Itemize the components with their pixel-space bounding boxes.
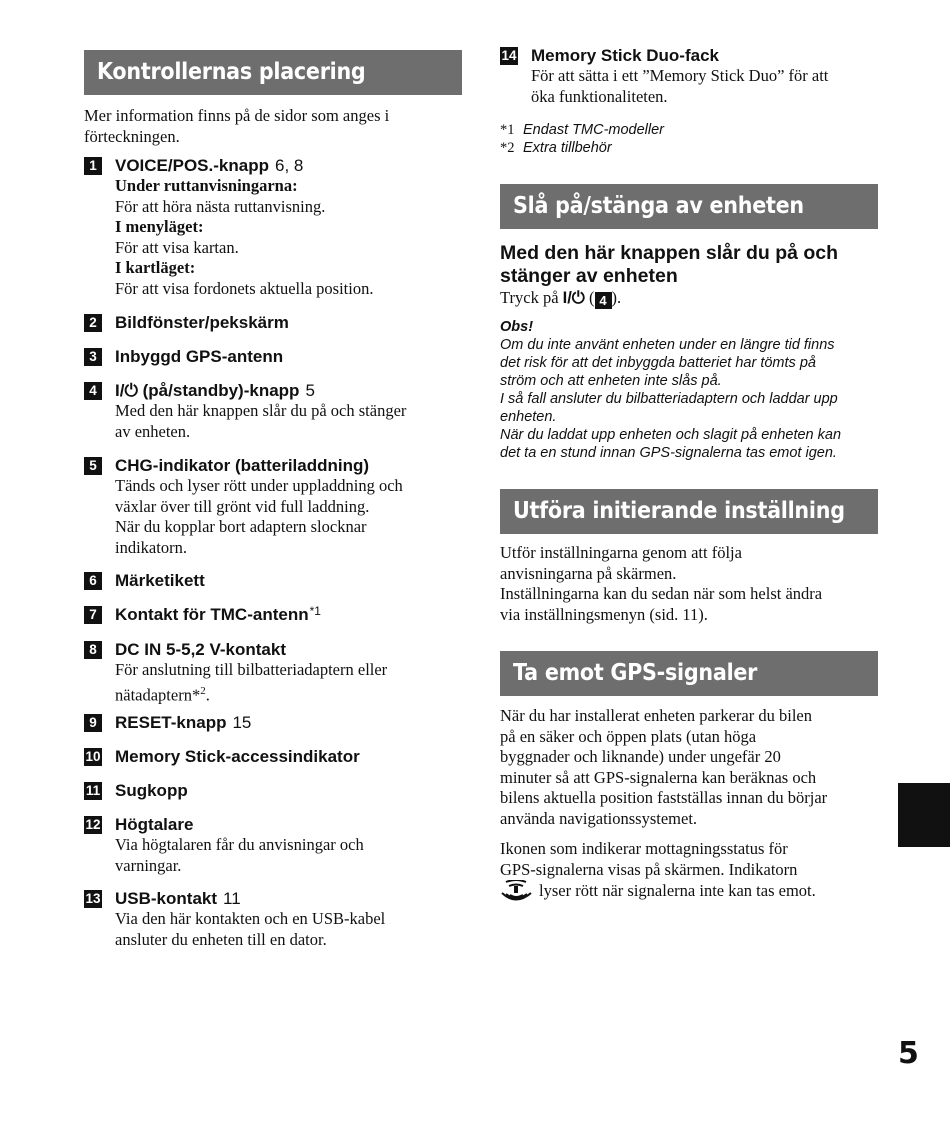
section-banner-init: Utföra initierande inställning: [500, 489, 878, 534]
button-ref-badge: 4: [595, 292, 612, 309]
intro-text: Mer information finns på de sidor som anges i förteckningen.: [84, 106, 390, 146]
list-item: 5 CHG-indikator (batteriladdning) Tänds och lyser rött under uppladdning och växlar över till grönt vid full laddning. När du kopplar bort adaptern slocknar indikatorn.: [84, 455, 462, 558]
init-text: Utför inställningarna genom att följa anvisningarna på skärmen. Inställningarna kan du sedan när som helst ändra via inställningsmenyn (sid. 11).: [500, 543, 823, 624]
list-item: 2 Bildfönster/pekskärm: [84, 312, 462, 333]
list-item: 1 VOICE/POS.-knapp 6, 8 Under ruttanvisningarna: För att höra nästa ruttanvisning. I menyläget: För att visa kartan. I kartläget: För att visa fordonets aktuella position.: [84, 155, 462, 299]
section-banner-power: Slå på/stänga av enheten: [500, 184, 878, 229]
list-item: 7 Kontakt för TMC-antenn$^{*1}$: [84, 604, 462, 627]
gps-signal-icon: [500, 880, 533, 902]
list-item: 12 Högtalare Via högtalaren får du anvisningar och varningar.: [85, 815, 364, 875]
list-item: 11 Sugkopp: [85, 781, 188, 800]
gps-text: När du har installerat enheten parkerar du bilen på en säker och öppen plats (utan höga byggnader och liknande) under ungefär 20 minuter så att GPS-signalerna kan beräknas och bilens aktuella position fastställas innan du börjar använda navigationssystemet.: [500, 706, 828, 828]
section-banner-controls: Kontrollernas placering: [84, 50, 462, 95]
gps-status-text: Ikonen som indikerar mottagningsstatus för GPS-signalerna visas på skärmen. Indikatorn lyser rött när signalerna inte kan tas emot.: [500, 839, 816, 900]
list-item: 14 Memory Stick Duo-fack För att sätta i ett ”Memory Stick Duo” för att öka funktionaliteten.: [501, 46, 829, 106]
section-tab-marker: [898, 783, 950, 847]
power-heading: Med den här knappen slår du på och stänger av enheten: [500, 242, 839, 287]
obs-note: Obs! Om du inte använt enheten under en längre tid finns det risk för att det inbyggda batteriet har tömts på ström och att enheten inte slås på. I så fall ansluter du bilbatteriadaptern och laddar upp enheten. När du laddat upp enheten och slagit på enheten kan det ta en stund innan GPS-signalerna tas emot igen.: [500, 319, 842, 461]
list-item: 8 DC IN 5-5,2 V-kontakt För anslutning till bilbatteriadaptern eller nätadaptern*$^2$.: [84, 639, 462, 706]
list-item: 6 Märketikett: [84, 570, 462, 591]
power-symbol: I/⏻: [562, 289, 585, 307]
power-symbol: I/⏻: [115, 381, 138, 400]
list-item: 9 RESET-knapp 15: [84, 712, 462, 733]
section-banner-gps: Ta emot GPS-signaler: [500, 651, 878, 696]
list-item: 3 Inbyggd GPS-antenn: [84, 346, 462, 367]
list-item: 13 USB-kontakt 11 Via den här kontakten och en USB-kabel ansluter du enheten till en dator.: [85, 889, 386, 949]
list-item: 4 I/⏻ (på/standby)-knapp 5 Med den här knappen slår du på och stänger av enheten.: [84, 380, 462, 442]
page-number: 5: [898, 1036, 919, 1071]
power-instruction: Tryck på I/⏻ ( 4 ).: [500, 288, 622, 308]
footnotes: *1 Endast TMC-modeller *2 Extra tillbehör: [500, 122, 665, 156]
list-item: 10 Memory Stick-accessindikator: [85, 747, 360, 766]
